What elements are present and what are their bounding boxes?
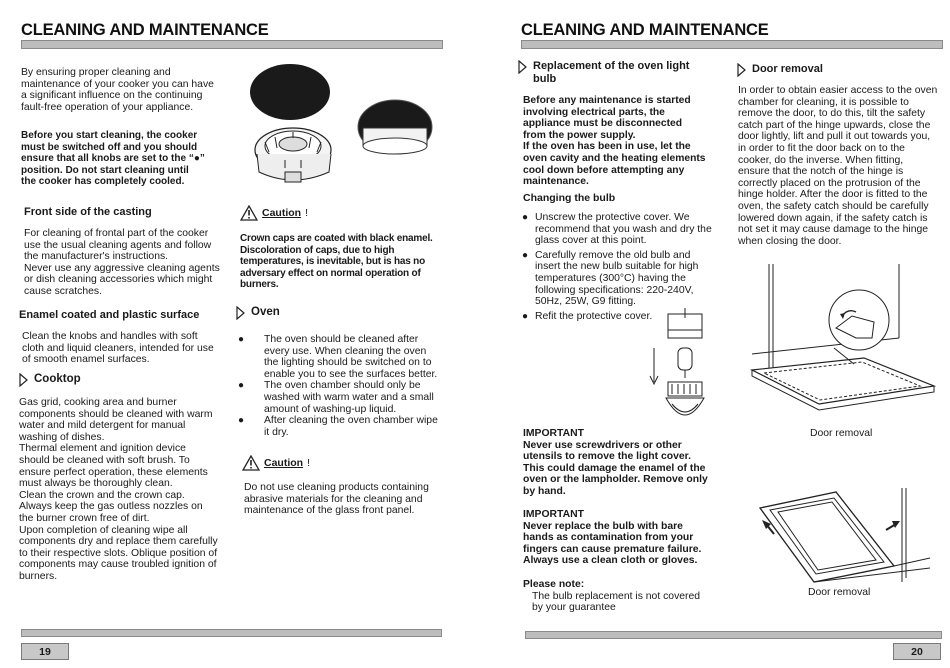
door-removal-illustration-2 [752, 486, 942, 586]
right-footer-bar [525, 631, 942, 639]
list-item: ● Refit the protective cover. [522, 310, 653, 322]
bulb-illustration [648, 308, 718, 426]
door-caption-2: Door removal [808, 587, 871, 598]
intro-text: By ensuring proper cleaning and maintenance of your cooker you can have a significant influence on the continuing fault-free operation of your appliance. [21, 67, 214, 113]
right-page-title: CLEANING AND MAINTENANCE [521, 21, 769, 39]
burner-illustration [245, 62, 440, 202]
changing-bulb-heading: Changing the bulb [523, 192, 616, 204]
triangle-bullet-icon [518, 60, 527, 74]
bulb-warning: Before any maintenance is started involving electrical parts, the appliance must be disconnected from the power supply. If the oven has been in use, let the oven cavity and the heating elements cool down before attempting any maintenance. [523, 95, 706, 188]
page-number-left: 19 [21, 643, 69, 660]
page-number-right: 20 [893, 643, 941, 660]
important-1: IMPORTANT Never use screwdrivers or other utensils to remove the light cover. This could damage the enamel of the oven or the lampholder. Remove only by hand. [523, 428, 708, 497]
bulb-bullets [522, 212, 722, 322]
warning-triangle-icon [240, 205, 258, 221]
list-item: ● Unscrew the protective cover. We recommend that you wash and dry the glass cover at this point. [522, 212, 712, 247]
please-note: Please note: The bulb replacement is not covered by your guarantee [523, 579, 701, 614]
caution-2-text: Do not use cleaning products containing abrasive materials for the cleaning and maintenance of the glass front panel. [244, 482, 429, 517]
caution-2-label: Caution ! [242, 455, 310, 471]
left-footer-bar [21, 629, 442, 637]
bulb-heading: Replacement of the oven light bulb [518, 60, 689, 86]
list-item: ● The oven should be cleaned after every use. When cleaning the oven the lighting should be switched on to enable you to see the surfaces better. [238, 334, 438, 380]
oven-heading: Oven [236, 306, 280, 320]
front-side-heading: Front side of the casting [24, 206, 152, 218]
door-removal-illustration-1 [744, 258, 939, 418]
cooktop-text: Gas grid, cooking area and burner components should be cleaned with warm water and mild detergent for manual washing of dishes. Thermal element and ignition device should be cleaned with soft brush. To ensure perfect operation, these elements must always be thoroughly clean. Clean the crown and the crown cap. Always keep the gas outless nozzles on the burner crown free of dirt. Upon completion of cleaning wipe all components dry and replace them carefully to their respective slots. Oblique position of components may cause troubled ignition of burners. [19, 397, 218, 582]
caution-1-label: Caution ! [240, 205, 308, 221]
list-item: ● The oven chamber should only be washed with warm water and a small amount of washing-up liquid. [238, 380, 434, 415]
list-item: ● After cleaning the oven chamber wipe it dry. [238, 415, 438, 438]
triangle-bullet-icon [19, 373, 28, 387]
enamel-heading: Enamel coated and plastic surface [19, 309, 200, 321]
triangle-bullet-icon [737, 63, 746, 77]
door-removal-text: In order to obtain easier access to the oven chamber for cleaning, it is possible to remove the door, to do this, tilt the safety catch part of the hinge upwards, close the door lightly, lift and pull it out towards you, in order to fit the door back on to the cooker, do the inverse. When fitting, ensure that the notch of the hinge is correctly placed on the protrusion of the hinge holder. After the door is fitted to the oven, the safety catch should be carefully lowered down again, if the safety catch is not set it may cause damage to the hinge when closing the door. [738, 85, 938, 247]
door-caption-1: Door removal [810, 428, 873, 439]
front-side-text: For cleaning of frontal part of the cooker use the usual cleaning agents and follow the manufacturer's instructions. Never use any aggressive cleaning agents or dish cleaning accessories which might cause scratches. [24, 228, 220, 297]
enamel-text: Clean the knobs and handles with soft cloth and liquid cleaners, intended for use of smooth enamel surfaces. [22, 331, 214, 366]
left-title-bar [21, 40, 443, 49]
caution-1-text: Crown caps are coated with black enamel. Discoloration of caps, due to high temperatures, is inevitable, but is has no adversary effect on normal operation of burners. [240, 233, 433, 291]
oven-bullets [238, 334, 443, 438]
right-title-bar [521, 40, 943, 49]
list-item: ● Carefully remove the old bulb and insert the new bulb suitable for high temperatures (300°C) having the following specifications: 220-240V, 50Hz, 25W, G9 fitting. [522, 249, 699, 308]
important-2: IMPORTANT Never replace the bulb with bare hands as contamination from your fingers can cause premature failure. Always use a clean cloth or gloves. [523, 509, 702, 567]
left-page-title: CLEANING AND MAINTENANCE [21, 21, 269, 39]
door-removal-heading: Door removal [737, 63, 823, 77]
warning-triangle-icon [242, 455, 260, 471]
triangle-bullet-icon [236, 306, 245, 320]
cooktop-heading: Cooktop [19, 373, 81, 387]
safety-warning: Before you start cleaning, the cooker must be switched off and you should ensure that all knobs are set to the “●” position. Do not start cleaning until the cooker has completely cooled. [21, 130, 205, 188]
